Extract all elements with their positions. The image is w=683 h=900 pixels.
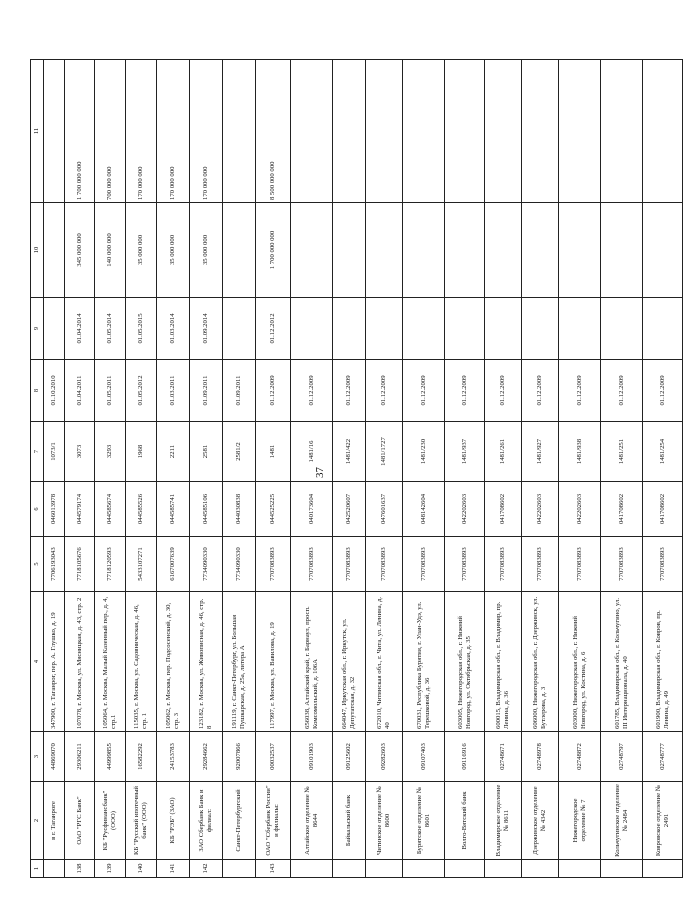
total-limit-cell xyxy=(291,60,333,203)
row-number-cell xyxy=(291,860,333,878)
bic-cell: 048142604 xyxy=(403,482,445,537)
okpo-code-cell: 09101903 xyxy=(291,732,333,782)
bic-cell: 044585741 xyxy=(157,482,190,537)
rotated-page xyxy=(30,60,670,878)
total-limit-cell xyxy=(445,60,485,203)
row-number-cell xyxy=(445,860,485,878)
registration-number-cell: 1481/938 xyxy=(559,422,601,482)
total-limit-cell xyxy=(223,60,256,203)
registration-number-cell: 1481/927 xyxy=(522,422,559,482)
total-limit-cell: 8 500 000 000 xyxy=(256,60,291,203)
table-row xyxy=(485,60,522,878)
inn-cell: 7707083893 xyxy=(366,537,403,592)
address-cell: 123182, г. Москва, ул. Живописная, д. 46, стр. 8 xyxy=(190,592,223,732)
inclusion-date-cell: 01.03.2011 xyxy=(157,360,190,422)
column-number: 1 xyxy=(31,860,44,878)
amount-limit-cell xyxy=(223,203,256,298)
inn-cell: 7707083893 xyxy=(333,537,366,592)
column-number: 2 xyxy=(31,782,44,860)
row-number-cell xyxy=(643,860,683,878)
address-cell: 656038, Алтайский край, г. Барнаул, просп. Комсомольский, д. 106А xyxy=(291,592,333,732)
inclusion-date-cell: 01.12.2009 xyxy=(366,360,403,422)
inclusion-date-cell: 01.09.2011 xyxy=(223,360,256,422)
registry-table xyxy=(30,59,683,878)
inclusion-date-cell: 01.12.2009 xyxy=(445,360,485,422)
expiry-date-cell xyxy=(559,298,601,360)
table-row xyxy=(333,60,366,878)
total-limit-cell xyxy=(44,60,65,203)
bank-name-cell: Читинское отделение № 8600 xyxy=(366,782,403,860)
total-limit-cell xyxy=(559,60,601,203)
inclusion-date-cell: 01.12.2009 xyxy=(601,360,643,422)
amount-limit-cell xyxy=(485,203,522,298)
column-number: 9 xyxy=(31,298,44,360)
amount-limit-cell: 35 000 000 xyxy=(126,203,157,298)
table-row xyxy=(126,60,157,878)
inn-cell: 7718120593 xyxy=(95,537,126,592)
okpo-code-cell: 29306211 xyxy=(65,732,95,782)
registration-number-cell: 1481/937 xyxy=(445,422,485,482)
inn-cell: 7734090330 xyxy=(223,537,256,592)
inn-cell: 7707083893 xyxy=(291,537,333,592)
row-number-cell xyxy=(44,860,65,878)
registration-number-cell: 1481/230 xyxy=(403,422,445,482)
bic-cell: 041708602 xyxy=(601,482,643,537)
total-limit-cell xyxy=(333,60,366,203)
table-row xyxy=(445,60,485,878)
okpo-code-cell: 00032537 xyxy=(256,732,291,782)
bank-name-cell: ЗАО Сбербанк Банк и филиал: xyxy=(190,782,223,860)
bic-cell: 046013978 xyxy=(44,482,65,537)
expiry-date-cell xyxy=(643,298,683,360)
column-number: 3 xyxy=(31,732,44,782)
inn-cell: 7707083893 xyxy=(485,537,522,592)
bank-name-cell: КБ "Русфинансбанк" (ООО) xyxy=(95,782,126,860)
column-number: 7 xyxy=(31,422,44,482)
address-cell: 670031, Республика Бурятия, г. Улан-Удэ, ул. Терешковой, д. 36 xyxy=(403,592,445,732)
table-row xyxy=(157,60,190,878)
table-row xyxy=(65,60,95,878)
inn-cell: 7718105676 xyxy=(65,537,95,592)
table-row xyxy=(44,60,65,878)
address-cell: 664047, Иркутская обл., г. Иркутск, ул. Депутатская, д. 32 xyxy=(333,592,366,732)
address-cell: 601785, Владимирская обл., г. Кольчугино, ул. III Интернационала, д. 40 xyxy=(601,592,643,732)
table-row xyxy=(256,60,291,878)
bank-name-cell: Кольчугинское отделение № 2484 xyxy=(601,782,643,860)
column-number: 10 xyxy=(31,203,44,298)
column-number: 11 xyxy=(31,60,44,203)
amount-limit-cell xyxy=(445,203,485,298)
address-cell: 117997, г. Москва, ул. Вавилова, д. 19 xyxy=(256,592,291,732)
expiry-date-cell xyxy=(44,298,65,360)
bank-name-cell: в г. Таганроге xyxy=(44,782,65,860)
registration-number-cell: 1481 xyxy=(256,422,291,482)
bank-name-cell: Алтайское отделение № 8644 xyxy=(291,782,333,860)
inn-cell: 7734090330 xyxy=(190,537,223,592)
address-cell: 191119, г. Санкт-Петербург, ул. Большая Пушкарская, д. 25а, литера А xyxy=(223,592,256,732)
address-cell: 105062, г. Москва, пер. Подсосенский, д. 30, стр. 3 xyxy=(157,592,190,732)
bank-name-cell: Нижегородское отделение № 7 xyxy=(559,782,601,860)
total-limit-cell: 1 700 000 000 xyxy=(65,60,95,203)
bic-cell: 042202603 xyxy=(445,482,485,537)
okpo-code-cell: 44869070 xyxy=(44,732,65,782)
bic-cell: 047601637 xyxy=(366,482,403,537)
total-limit-cell xyxy=(643,60,683,203)
registration-number-cell: 1481/422 xyxy=(333,422,366,482)
total-limit-cell xyxy=(601,60,643,203)
table-row xyxy=(190,60,223,878)
bic-cell: 041708602 xyxy=(485,482,522,537)
inn-cell: 7707083893 xyxy=(256,537,291,592)
bank-name-cell: Волго-Вятский банк xyxy=(445,782,485,860)
amount-limit-cell: 35 000 000 xyxy=(190,203,223,298)
table-row xyxy=(223,60,256,878)
okpo-code-cell: 44999855 xyxy=(95,732,126,782)
table-row xyxy=(291,60,333,878)
expiry-date-cell xyxy=(601,298,643,360)
okpo-code-cell: 02748872 xyxy=(559,732,601,782)
address-cell: 606000, Нижегородская обл., г. Дзержинск, ул. Бутлерова, д. 3 xyxy=(522,592,559,732)
inn-cell: 5433107271 xyxy=(126,537,157,592)
expiry-date-cell xyxy=(223,298,256,360)
registration-number-cell: 2581/2 xyxy=(223,422,256,482)
table-row xyxy=(403,60,445,878)
address-cell: 105064, г. Москва, Малый Казенный пер., д. 4, стр.1 xyxy=(95,592,126,732)
registration-number-cell: 2581 xyxy=(190,422,223,482)
registration-number-cell: 1481/261 xyxy=(485,422,522,482)
okpo-code-cell: 29284662 xyxy=(190,732,223,782)
inn-cell: 7707083893 xyxy=(601,537,643,592)
row-number-cell xyxy=(522,860,559,878)
okpo-code-cell: 02748671 xyxy=(485,732,522,782)
column-number: 4 xyxy=(31,592,44,732)
expiry-date-cell: 01.09.2014 xyxy=(190,298,223,360)
inclusion-date-cell: 01.09.2011 xyxy=(190,360,223,422)
amount-limit-cell xyxy=(403,203,445,298)
amount-limit-cell: 140 000 000 xyxy=(95,203,126,298)
inclusion-date-cell: 01.12.2009 xyxy=(291,360,333,422)
amount-limit-cell xyxy=(44,203,65,298)
page-number-text: 37 xyxy=(313,467,326,478)
bank-name-cell: ОАО "Сбербанк России" и филиалы: xyxy=(256,782,291,860)
bank-name-cell: Санкт-Петербургский xyxy=(223,782,256,860)
address-cell: 601900, Владимирская обл., г. Ковров, пр. Ленина, д. 49 xyxy=(643,592,683,732)
inn-cell: 6167007639 xyxy=(157,537,190,592)
inclusion-date-cell: 01.12.2009 xyxy=(522,360,559,422)
expiry-date-cell xyxy=(333,298,366,360)
okpo-code-cell: 09116916 xyxy=(445,732,485,782)
bank-name-cell: ОАО "РГС Банк" xyxy=(65,782,95,860)
bank-name-cell: КБ "РЭБ" (ЗАО) xyxy=(157,782,190,860)
bic-cell: 044585106 xyxy=(190,482,223,537)
inclusion-date-cell: 01.12.2009 xyxy=(643,360,683,422)
total-limit-cell: 700 000 000 xyxy=(95,60,126,203)
inclusion-date-cell: 01.12.2009 xyxy=(256,360,291,422)
address-cell: 672010, Читинская обл., г. Чита, ул. Ленина, д. 40 xyxy=(366,592,403,732)
total-limit-cell xyxy=(485,60,522,203)
expiry-date-cell xyxy=(445,298,485,360)
inn-cell: 7707083893 xyxy=(403,537,445,592)
amount-limit-cell: 1 700 000 000 xyxy=(256,203,291,298)
okpo-code-cell: 09282603 xyxy=(366,732,403,782)
address-cell: 603000, Нижегородская обл., г. Нижний Новгород, ул. Костина, д. 6 xyxy=(559,592,601,732)
bic-cell: 044585526 xyxy=(126,482,157,537)
bic-cell: 044030838 xyxy=(223,482,256,537)
bic-cell: 044525225 xyxy=(256,482,291,537)
okpo-code-cell: 09125602 xyxy=(333,732,366,782)
bic-cell: 042202603 xyxy=(559,482,601,537)
row-number-cell xyxy=(485,860,522,878)
expiry-date-cell xyxy=(366,298,403,360)
inn-cell: 7706193043 xyxy=(44,537,65,592)
expiry-date-cell xyxy=(403,298,445,360)
inclusion-date-cell: 01.05.2012 xyxy=(126,360,157,422)
inclusion-date-cell: 01.12.2009 xyxy=(333,360,366,422)
okpo-code-cell: 09107403 xyxy=(403,732,445,782)
total-limit-cell xyxy=(403,60,445,203)
okpo-code-cell: 02748978 xyxy=(522,732,559,782)
amount-limit-cell xyxy=(366,203,403,298)
expiry-date-cell: 01.03.2014 xyxy=(157,298,190,360)
row-number-cell xyxy=(366,860,403,878)
inn-cell: 7707083893 xyxy=(445,537,485,592)
expiry-date-cell xyxy=(291,298,333,360)
inclusion-date-cell: 01.12.2009 xyxy=(403,360,445,422)
table-row xyxy=(366,60,403,878)
bic-cell: 042520607 xyxy=(333,482,366,537)
address-cell: 115035, г. Москва, ул. Садовническая, д. 46, стр. 1 xyxy=(126,592,157,732)
total-limit-cell xyxy=(522,60,559,203)
row-number-cell: 141 xyxy=(157,860,190,878)
amount-limit-cell xyxy=(522,203,559,298)
address-cell: 603005, Нижегородская обл., г. Нижний Новгород, ул. Октябрьская, д. 35 xyxy=(445,592,485,732)
registration-number-cell: 2211 xyxy=(157,422,190,482)
row-number-cell: 138 xyxy=(65,860,95,878)
address-cell: 600015, Владимирская обл., г. Владимир, пр. Ленина, д. 36 xyxy=(485,592,522,732)
registration-number-cell: 1481/1727 xyxy=(366,422,403,482)
amount-limit-cell xyxy=(643,203,683,298)
okpo-code-cell: 92007866 xyxy=(223,732,256,782)
okpo-code-cell: 02748797 xyxy=(601,732,643,782)
amount-limit-cell xyxy=(333,203,366,298)
total-limit-cell xyxy=(366,60,403,203)
expiry-date-cell xyxy=(485,298,522,360)
amount-limit-cell xyxy=(559,203,601,298)
registry-table-body xyxy=(31,60,683,878)
bank-name-cell: Бурятское отделение № 8601 xyxy=(403,782,445,860)
column-number: 6 xyxy=(31,482,44,537)
row-number-cell xyxy=(601,860,643,878)
address-cell: 107078, г. Москва, ул. Мясницкая, д. 43, стр. 2 xyxy=(65,592,95,732)
table-row xyxy=(95,60,126,878)
bic-cell: 040173604 xyxy=(291,482,333,537)
address-cell: 347900, г. Таганрог, пер. А. Глушко, д. 19 xyxy=(44,592,65,732)
column-number: 8 xyxy=(31,360,44,422)
registry-sheet xyxy=(30,60,670,878)
total-limit-cell: 170 000 000 xyxy=(190,60,223,203)
bank-name-cell: Владимирское отделение № 8611 xyxy=(485,782,522,860)
table-row xyxy=(522,60,559,878)
bank-name-cell: Дзержинское отделение № 4342 xyxy=(522,782,559,860)
registration-number-cell: 1481/16 xyxy=(291,422,333,482)
inclusion-date-cell: 01.04.2011 xyxy=(65,360,95,422)
inn-cell: 7707083893 xyxy=(522,537,559,592)
inclusion-date-cell: 01.05.2011 xyxy=(95,360,126,422)
inn-cell: 7707083893 xyxy=(643,537,683,592)
table-row xyxy=(559,60,601,878)
row-number-cell xyxy=(403,860,445,878)
registration-number-cell: 3073 xyxy=(65,422,95,482)
total-limit-cell: 170 000 000 xyxy=(157,60,190,203)
row-number-cell: 140 xyxy=(126,860,157,878)
bank-name-cell: Байкальский банк xyxy=(333,782,366,860)
table-row xyxy=(601,60,643,878)
bic-cell: 044579174 xyxy=(65,482,95,537)
bic-cell: 044585674 xyxy=(95,482,126,537)
registration-number-cell: 1481/251 xyxy=(601,422,643,482)
registration-number-cell: 1968 xyxy=(126,422,157,482)
expiry-date-cell: 01.12.2012 xyxy=(256,298,291,360)
registration-number-cell: 1481/254 xyxy=(643,422,683,482)
expiry-date-cell: 01.04.2014 xyxy=(65,298,95,360)
inclusion-date-cell: 01.12.2009 xyxy=(485,360,522,422)
registration-number-cell: 1073/1 xyxy=(44,422,65,482)
row-number-cell: 142 xyxy=(190,860,223,878)
row-number-cell xyxy=(333,860,366,878)
table-row xyxy=(643,60,683,878)
total-limit-cell: 170 000 000 xyxy=(126,60,157,203)
registration-number-cell: 3293 xyxy=(95,422,126,482)
row-number-cell xyxy=(559,860,601,878)
column-number-row xyxy=(31,60,44,878)
inclusion-date-cell: 01.10.2010 xyxy=(44,360,65,422)
okpo-code-cell: 02748777 xyxy=(643,732,683,782)
expiry-date-cell xyxy=(522,298,559,360)
expiry-date-cell: 01.05.2015 xyxy=(126,298,157,360)
bic-cell: 042202603 xyxy=(522,482,559,537)
amount-limit-cell xyxy=(601,203,643,298)
bic-cell: 041708602 xyxy=(643,482,683,537)
expiry-date-cell: 01.05.2014 xyxy=(95,298,126,360)
row-number-cell: 143 xyxy=(256,860,291,878)
amount-limit-cell xyxy=(291,203,333,298)
bank-name-cell: КБ "Русский ипотечный банк" (ООО) xyxy=(126,782,157,860)
amount-limit-cell: 345 000 000 xyxy=(65,203,95,298)
okpo-code-cell: 24153783 xyxy=(157,732,190,782)
row-number-cell: 139 xyxy=(95,860,126,878)
inn-cell: 7707083893 xyxy=(559,537,601,592)
okpo-code-cell: 16582292 xyxy=(126,732,157,782)
bank-name-cell: Ковровское отделение № 2491 xyxy=(643,782,683,860)
row-number-cell xyxy=(223,860,256,878)
amount-limit-cell: 35 000 000 xyxy=(157,203,190,298)
inclusion-date-cell: 01.12.2009 xyxy=(559,360,601,422)
column-number: 5 xyxy=(31,537,44,592)
